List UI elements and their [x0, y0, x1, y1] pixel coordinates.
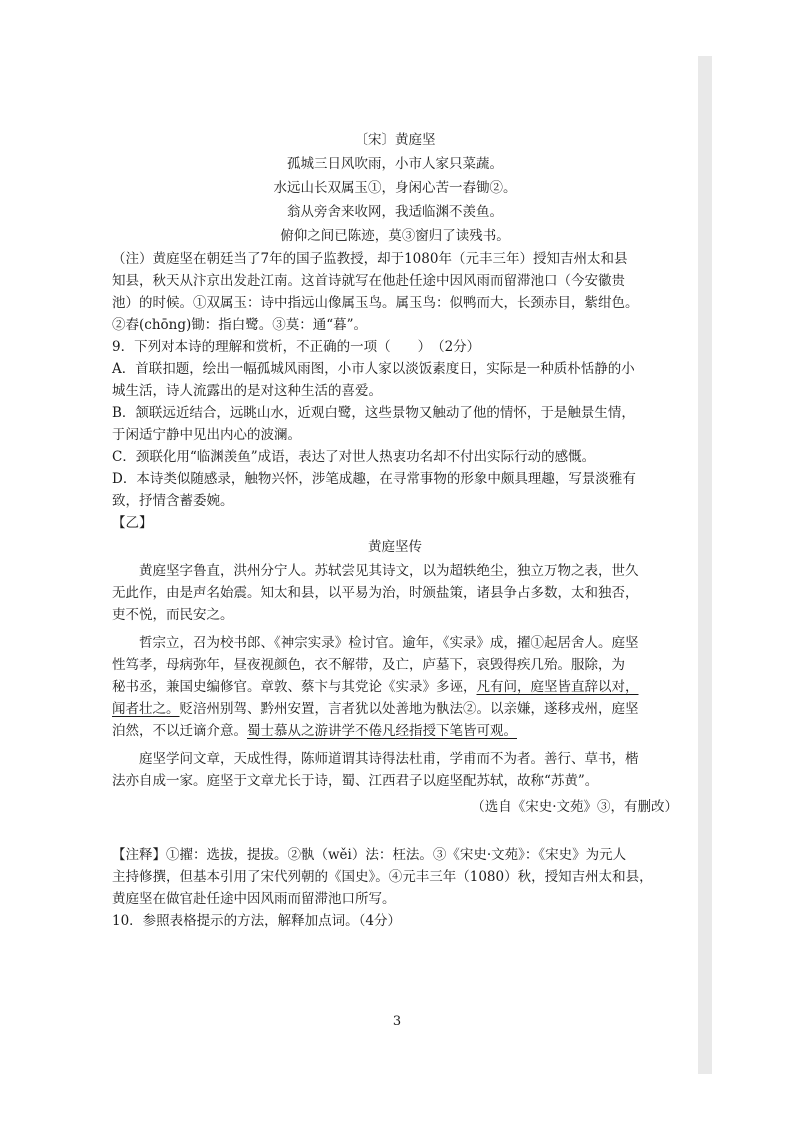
passage-paragraph-3	[112, 748, 678, 792]
passage-line: 法亦自成一家。庭坚于文章尤长于诗，蜀、江西君子以庭坚配苏轼，故称“苏黄”。	[112, 773, 599, 789]
passage-title: 黄庭坚传	[368, 539, 422, 555]
passage-text: 泊然，不以迁谪介意。	[112, 723, 247, 739]
question-10: 10．参照表格提示的方法，解释加点词。（4分）	[112, 913, 402, 929]
poem-line: 水远山长双属玉①，身闲心苦一舂锄②。	[273, 180, 517, 196]
poem-note-line: ②舂(chōng)锄：指白鹭。③莫：通“暮”。	[112, 317, 368, 333]
page-content	[112, 128, 678, 932]
passage-line: 无此作，由是声名始震。知太和县，以平易为治，时颁盐策，诸县争占多数，太和独否，	[112, 585, 639, 601]
passage-line	[112, 698, 678, 720]
passage-line: 庭坚学问文章，天成性得，陈师道谓其诗得法杜甫，学甫而不为者。善行、草书，楷	[139, 751, 639, 767]
underlined-sentence: 闻者壮之。	[112, 701, 180, 717]
option-b: B．颔联远近结合，远眺山水，近观白鹭，这些景物又触动了他的情怀，于是触景生情，	[112, 405, 635, 421]
annotation-line: 黄庭坚在做官赴任途中因风雨而留滞池口所写。	[112, 891, 396, 907]
option-b-cont: 于闲适宁静中见出内心的波澜。	[112, 427, 301, 443]
passage-paragraph-1	[112, 560, 678, 626]
option-d-cont: 致，抒情含蓄委婉。	[112, 493, 234, 509]
poem-note-line: 知县，秋天从汴京出发赴江南。这首诗就写在他赴任途中因风雨而留滞池口（今安徽贵	[112, 273, 625, 289]
passage-paragraph-2	[112, 632, 678, 742]
poem-line: 翁从旁舍来收网，我适临渊不羡鱼。	[287, 204, 503, 220]
poem-line: 孤城三日风吹雨，小市人家只菜蔬。	[287, 156, 503, 172]
passage-line: 黄庭坚字鲁直，洪州分宁人。苏轼尝见其诗文，以为超轶绝尘，独立万物之表，世久	[139, 563, 639, 579]
passage-source: （选自《宋史·文苑》③，有删改）	[471, 799, 678, 815]
page-edge-strip	[698, 56, 712, 1074]
passage-line: 哲宗立，召为校书郎、《神宗实录》检讨官。逾年，《实录》成，擢①起居舍人。庭坚	[139, 635, 639, 651]
poem-note-line: 池）的时候。①双属玉：诗中指远山像属玉鸟。属玉鸟：似鸭而大，长颈赤目，紫绀色。	[112, 295, 639, 311]
poem-block	[112, 128, 678, 248]
poem-note-line: （注）黄庭坚在朝廷当了7年的国子监教授，却于1080年（元丰三年）授知吉州太和县	[112, 251, 628, 267]
poem-note	[112, 248, 678, 336]
annotation-line: 【注释】①擢：选拔，提拔。②骫（wěi）法：枉法。③《宋史·文苑》：《宋史》为元人	[112, 847, 627, 863]
section-yi	[112, 512, 678, 818]
option-c: C．颈联化用“临渊羡鱼”成语，表达了对世人热衷功名却不付出实际行动的感慨。	[112, 449, 596, 465]
underlined-sentence: 蜀士慕从之游讲学不倦凡经指授下笔皆可观。	[247, 723, 517, 739]
annotations	[112, 844, 678, 932]
option-a-cont: 城生活，诗人流露出的是对这种生活的喜爱。	[112, 383, 382, 399]
poem-line: 俯仰之间已陈迹，莫③窗归了读残书。	[280, 228, 510, 244]
passage-text: 贬涪州别驾、黔州安置，言者犹以处善地为骫法②。以亲嫌，遂移戎州，庭坚	[179, 701, 639, 717]
section-label: 【乙】	[112, 515, 153, 531]
poem-author: 〔宋〕黄庭坚	[354, 132, 436, 148]
passage-text: 秘书丞，兼国史编修官。章敦、蔡卞与其党论《实录》多诬，	[112, 679, 477, 695]
passage-line: 性笃孝，母病弥年，昼夜视颜色，衣不解带，及亡，庐墓下，哀毁得疾几殆。服除，为	[112, 657, 625, 673]
passage-line	[112, 720, 678, 742]
passage-line: 吏不悦，而民安之。	[112, 607, 234, 623]
question-9	[112, 336, 678, 512]
question-9-stem: 9．下列对本诗的理解和赏析，不正确的一项（ ） （2分）	[112, 339, 481, 355]
annotation-line: 主持修撰，但基本引用了宋代列朝的《国史》。④元丰三年（1080）秋，授知吉州太和县，	[112, 869, 653, 885]
underlined-sentence: 凡有问，庭坚皆直辞以对，	[476, 679, 639, 695]
option-a: A．首联扣题，绘出一幅孤城风雨图，小市人家以淡饭素度日，实际是一种质朴恬静的小	[112, 361, 635, 377]
passage-line	[112, 676, 678, 698]
page-number: 3	[392, 1014, 402, 1029]
option-d: D．本诗类似随感录，触物兴怀，涉笔成趣，在寻常事物的形象中颇具理趣，写景淡雅有	[112, 471, 636, 487]
